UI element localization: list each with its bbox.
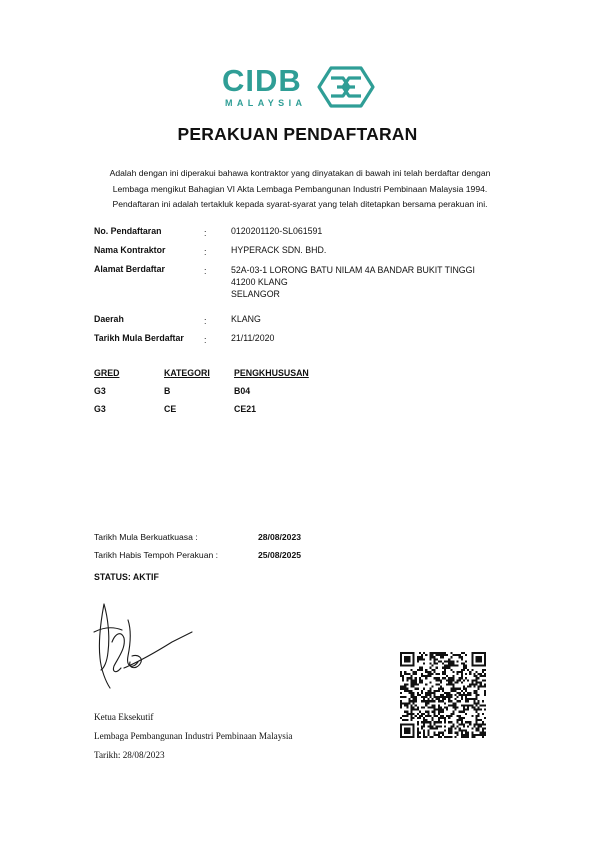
colon: : [204,316,207,326]
address-line: SELANGOR [231,289,280,299]
contractor-name-value: HYPERACK SDN. BHD. [231,245,327,255]
table-cell-grade: G3 [94,404,106,414]
district-value: KLANG [231,314,261,324]
page-title: PERAKUAN PENDAFTARAN [177,124,418,144]
registration-date-label: Tarikh Mula Berdaftar [94,333,184,343]
table-cell-specialization: B04 [234,386,251,396]
category-header: KATEGORI [164,368,210,378]
intro-line: Adalah dengan ini diperakui bahawa kontraktor yang dinyatakan di bawah ini telah berdaftar dengan [109,168,491,178]
registration-date-value: 21/11/2020 [231,333,275,343]
cidb-logo [222,64,374,112]
intro-line: Pendaftaran ini adalah tertakluk kepada syarat-syarat yang telah ditetapkan bersama perakuan ini. [112,199,488,209]
signature-icon [88,596,198,692]
registration-no-label: No. Pendaftaran [94,226,162,236]
colon: : [204,228,207,238]
expiry-date-label: Tarikh Habis Tempoh Perakuan : [94,550,219,560]
specialization-header: PENGKHUSUSAN [234,368,309,378]
grade-header: GRED [94,368,120,378]
logo-brand-text: CIDB [222,63,302,98]
signatory-organization: Lembaga Pembangunan Industri Pembinaan Malaysia [94,731,293,741]
address-line: 52A-03-1 LORONG BATU NILAM 4A BANDAR BUKIT TINGGI [231,265,475,275]
address-label: Alamat Berdaftar [94,264,165,274]
district-label: Daerah [94,314,124,324]
colon: : [204,335,207,345]
registration-no-value: 0120201120-SL061591 [231,226,323,236]
intro-line: Lembaga mengikut Bahagian VI Akta Lembaga Pembangunan Industri Pembinaan Malaysia 1994. [112,183,488,194]
colon: : [204,266,207,276]
effective-date-label: Tarikh Mula Berkuatkuasa : [94,532,198,542]
colon: : [204,247,207,257]
signatory-position: Ketua Eksekutif [94,712,154,722]
logo-country-text: MALAYSIA [225,98,307,108]
address-line: 41200 KLANG [231,277,288,287]
signatory-date: Tarikh: 28/08/2023 [94,750,165,760]
table-cell-grade: G3 [94,386,106,396]
qr-code-icon[interactable] [400,652,486,738]
cidb-logo-icon [317,66,375,108]
intro-paragraph [90,166,510,213]
effective-date-value: 28/08/2023 [258,532,302,542]
expiry-date-value: 25/08/2025 [258,550,302,560]
table-cell-category: B [164,386,171,396]
table-cell-specialization: CE21 [234,404,257,414]
address-value [231,264,475,300]
status-text: STATUS: AKTIF [94,572,159,582]
contractor-name-label: Nama Kontraktor [94,245,166,255]
table-cell-category: CE [164,404,177,414]
